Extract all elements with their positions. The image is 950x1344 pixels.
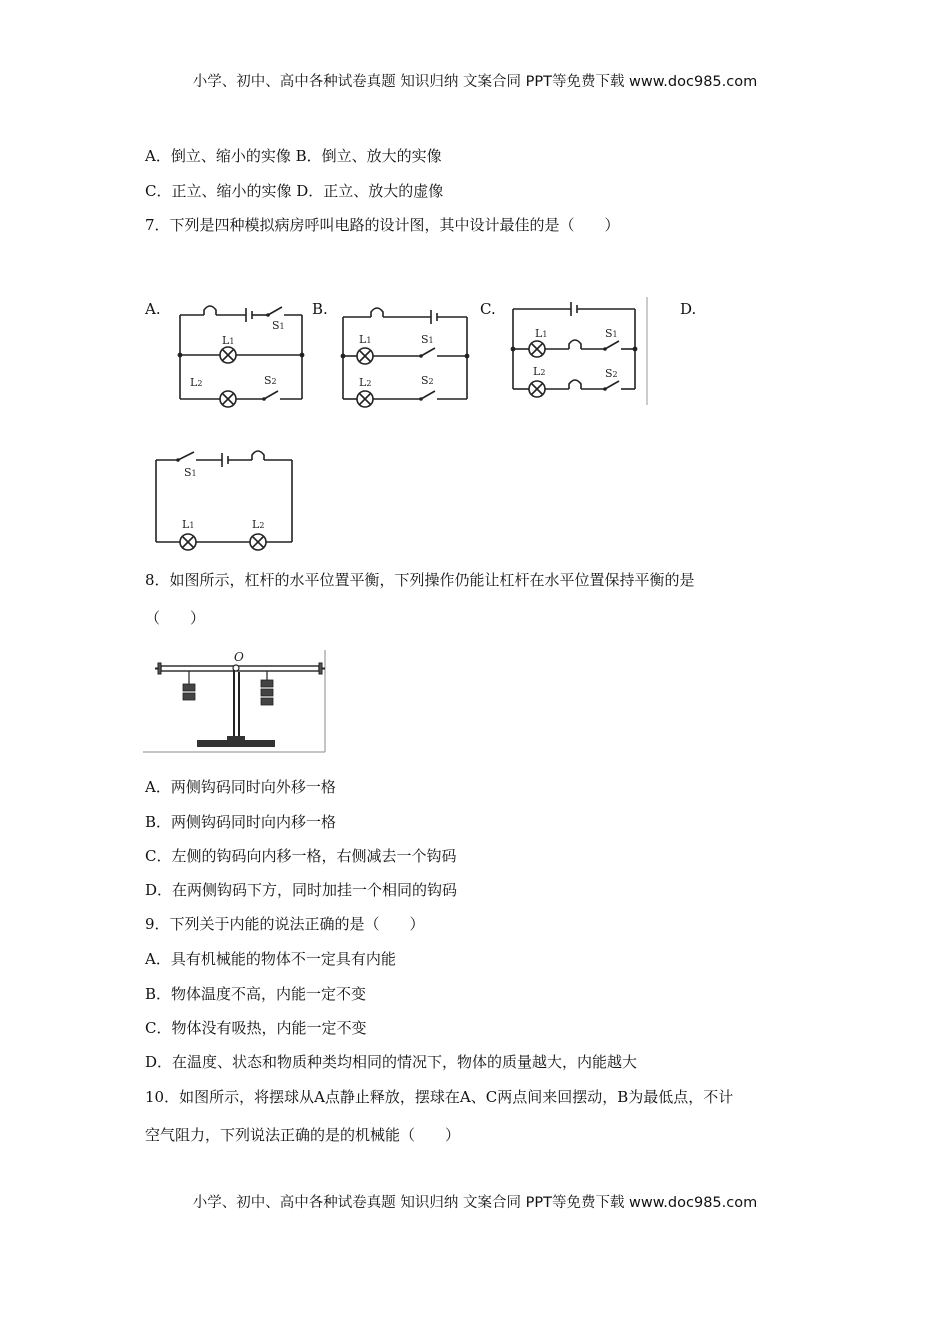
q9-stem: 9．下列关于内能的说法正确的是（ ） (145, 915, 425, 933)
q6-options-cd: C．正立、缩小的实像 D．正立、放大的虚像 (145, 182, 444, 200)
q7-label-d: D. (680, 300, 697, 318)
label-l2: L2 (533, 365, 546, 378)
label-l1: L1 (535, 327, 548, 340)
label-s2: S2 (264, 374, 277, 387)
page-footer: 小学、初中、高中各种试卷真题 知识归纳 文案合同 PPT等免费下载 www.doc985.com (192, 1195, 758, 1211)
q10-stem-line1: 10．如图所示，将摆球从A点静止释放，摆球在A、C两点间来回摆动，B为最低点，不计 (145, 1088, 734, 1106)
q7-label-c: C. (480, 300, 496, 318)
q9-option-c: C．物体没有吸热，内能一定不变 (145, 1019, 367, 1037)
label-s1: S1 (421, 333, 434, 346)
q7-label-b: B. (312, 300, 328, 318)
q9-option-d: D．在温度、状态和物质种类均相同的情况下，物体的质量越大，内能越大 (145, 1053, 638, 1071)
label-l1: L1 (222, 334, 235, 347)
label-l2: L2 (359, 376, 372, 389)
label-s1: S1 (184, 466, 197, 479)
q6-options-ab: A．倒立、缩小的实像 B．倒立、放大的实像 (145, 147, 442, 165)
q8-option-d: D．在两侧钩码下方，同时加挂一个相同的钩码 (145, 881, 458, 899)
q10-stem-line2: 空气阻力，下列说法正确的是的机械能（ ） (145, 1126, 461, 1144)
circuit-d (150, 440, 300, 555)
q8-paren: （ ） (145, 609, 206, 627)
circuit-a (168, 295, 310, 413)
q7-label-a: A. (145, 300, 161, 318)
label-s1: S1 (605, 327, 618, 340)
q8-option-a: A．两侧钩码同时向外移一格 (145, 778, 336, 796)
label-l1: L1 (359, 333, 372, 346)
label-s2: S2 (421, 374, 434, 387)
label-l1: L1 (182, 518, 195, 531)
q8-stem: 8．如图所示，杠杆的水平位置平衡，下列操作仍能让杠杆在水平位置保持平衡的是 (145, 571, 695, 589)
label-s1: S1 (272, 319, 285, 332)
lever-figure (143, 648, 328, 754)
label-l2: L2 (252, 518, 265, 531)
q9-option-a: A．具有机械能的物体不一定具有内能 (145, 950, 396, 968)
circuit-b (335, 295, 475, 413)
q9-option-b: B．物体温度不高，内能一定不变 (145, 985, 367, 1003)
circuit-c (505, 295, 650, 407)
pivot-label: O (234, 650, 244, 664)
q8-option-c: C．左侧的钩码向内移一格，右侧减去一个钩码 (145, 847, 457, 865)
q8-option-b: B．两侧钩码同时向内移一格 (145, 813, 337, 831)
label-l2: L2 (190, 376, 203, 389)
label-s2: S2 (605, 367, 618, 380)
q7-stem: 7．下列是四种模拟病房呼叫电路的设计图，其中设计最佳的是（ ） (145, 216, 620, 234)
page-header: 小学、初中、高中各种试卷真题 知识归纳 文案合同 PPT等免费下载 www.doc985.com (192, 74, 758, 90)
